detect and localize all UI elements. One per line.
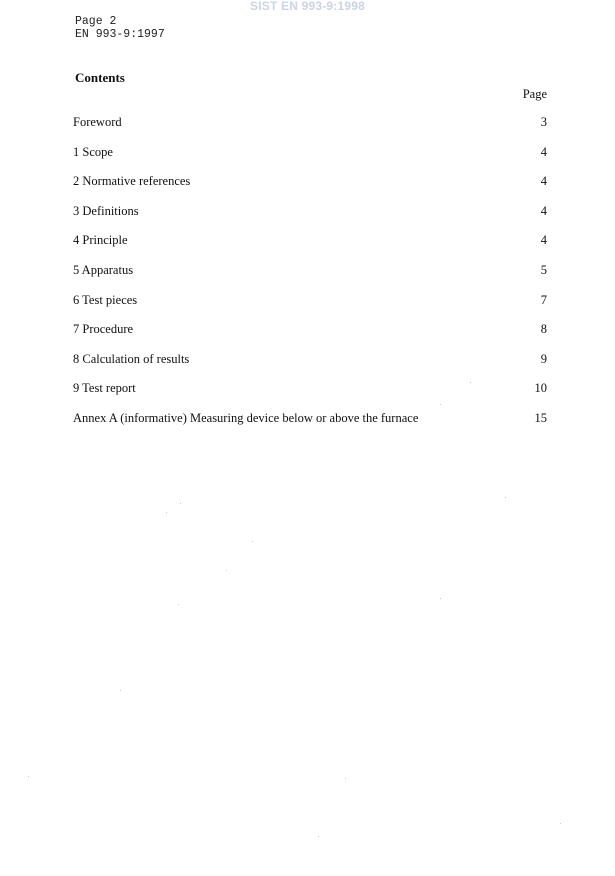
page-column-label: Page — [522, 87, 547, 101]
toc-entry-page: 15 — [534, 410, 547, 425]
toc-entry-test-pieces — [73, 292, 547, 322]
toc-entry-title: 3 Definitions — [73, 203, 139, 218]
toc-entry-page: 4 — [540, 144, 547, 159]
toc-entry-page: 4 — [540, 233, 547, 248]
toc-entry-title: 5 Apparatus — [73, 262, 134, 277]
toc-entry-page: 5 — [540, 262, 547, 277]
toc-entry-title: 1 Scope — [73, 144, 113, 159]
toc-entry-calculation-of-results — [73, 351, 547, 381]
toc-entry-title: 9 Test report — [73, 381, 136, 396]
toc-entry-annex-a — [73, 410, 547, 440]
toc-entry-page: 9 — [540, 351, 547, 366]
toc-entry-title: Foreword — [73, 115, 122, 129]
toc-entry-procedure — [73, 321, 547, 351]
toc-entry-title: 4 Principle — [73, 233, 128, 248]
toc-entry-test-report — [73, 380, 547, 410]
watermark-stamp: SIST EN 993-9:1998 — [250, 0, 365, 13]
standard-id-line: EN 993-9:1997 — [75, 28, 165, 41]
toc-entry-page: 4 — [540, 174, 547, 189]
toc-entry-principle — [73, 232, 547, 262]
toc-entry-apparatus — [73, 262, 547, 292]
contents-heading: Contents — [75, 70, 125, 85]
toc-entry-definitions — [73, 203, 547, 233]
toc-entry-title: 7 Procedure — [73, 322, 134, 337]
toc-entry-page: 4 — [540, 203, 547, 218]
page-number-line: Page 2 — [75, 15, 117, 28]
toc-entry-page: 7 — [540, 292, 547, 307]
page-header — [75, 15, 165, 41]
toc-entry-foreword — [73, 114, 547, 144]
toc-entry-title: 6 Test pieces — [73, 292, 138, 307]
toc-entry-page: 10 — [534, 381, 547, 396]
toc-entry-title: 2 Normative references — [73, 174, 191, 189]
toc-entry-page: 3 — [540, 115, 547, 129]
toc-entry-title: Annex A (informative) Measuring device below or above the furnace — [73, 410, 419, 425]
table-of-contents — [73, 114, 547, 440]
toc-entry-page: 8 — [540, 322, 547, 337]
toc-entry-normative-references — [73, 173, 547, 203]
toc-entry-title: 8 Calculation of results — [73, 351, 190, 366]
toc-entry-scope — [73, 144, 547, 174]
